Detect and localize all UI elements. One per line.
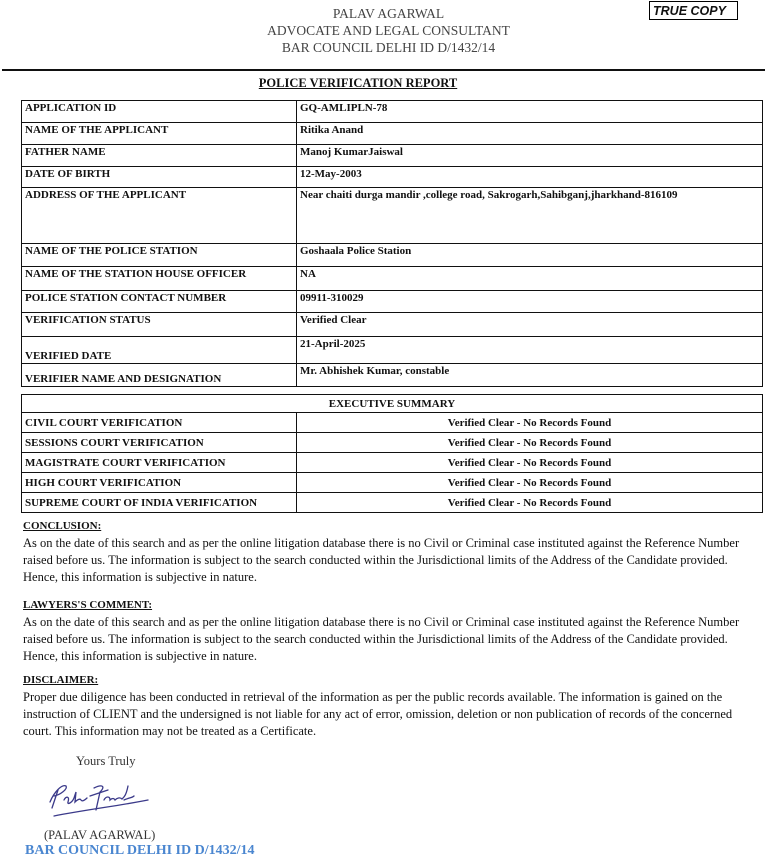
table-row <box>22 123 763 145</box>
table-row <box>22 413 763 433</box>
court-status: Verified Clear - No Records Found <box>297 493 763 513</box>
table-row <box>22 188 763 244</box>
court-label: CIVIL COURT VERIFICATION <box>22 413 297 433</box>
field-label: VERIFIER NAME AND DESIGNATION <box>22 364 297 387</box>
table-row <box>22 337 763 364</box>
court-label: MAGISTRATE COURT VERIFICATION <box>22 453 297 473</box>
court-status: Verified Clear - No Records Found <box>297 433 763 453</box>
executive-summary-table <box>21 394 763 513</box>
footer-bar-council-id: BAR COUNCIL DELHI ID D/1432/14 <box>25 843 255 858</box>
signature-image <box>44 778 156 820</box>
advocate-name: PALAV AGARWAL <box>332 6 445 21</box>
bar-council-id: BAR COUNCIL DELHI ID D/1432/14 <box>281 40 496 55</box>
disclaimer-section <box>23 672 758 740</box>
table-row <box>22 433 763 453</box>
table-row <box>22 267 763 291</box>
field-value: Manoj KumarJaiswal <box>297 145 763 167</box>
field-label: APPLICATION ID <box>22 101 297 123</box>
field-label: VERIFIED DATE <box>22 337 297 364</box>
field-value: 09911-310029 <box>297 291 763 313</box>
header-divider <box>2 69 765 71</box>
court-status: Verified Clear - No Records Found <box>297 453 763 473</box>
court-label: SESSIONS COURT VERIFICATION <box>22 433 297 453</box>
summary-header-row <box>22 395 763 413</box>
table-row <box>22 291 763 313</box>
court-status: Verified Clear - No Records Found <box>297 473 763 493</box>
conclusion-section <box>23 518 758 586</box>
table-row <box>22 453 763 473</box>
field-label: VERIFICATION STATUS <box>22 313 297 337</box>
field-value: 21-April-2025 <box>297 337 763 364</box>
table-row <box>22 145 763 167</box>
table-row <box>22 364 763 387</box>
lawyer-comment-section <box>23 597 758 665</box>
table-row <box>22 473 763 493</box>
signatory-name: (PALAV AGARWAL) <box>44 828 156 842</box>
field-label: NAME OF THE STATION HOUSE OFFICER <box>22 267 297 291</box>
court-status: Verified Clear - No Records Found <box>297 413 763 433</box>
field-value: Ritika Anand <box>297 123 763 145</box>
field-label: NAME OF THE APPLICANT <box>22 123 297 145</box>
field-label: FATHER NAME <box>22 145 297 167</box>
court-label: HIGH COURT VERIFICATION <box>22 473 297 493</box>
table-row <box>22 313 763 337</box>
lawyer-comment-heading: LAWYERS'S COMMENT: <box>23 599 153 611</box>
conclusion-heading: CONCLUSION: <box>23 520 102 532</box>
field-value: Verified Clear <box>297 313 763 337</box>
closing: Yours Truly <box>76 754 136 768</box>
table-row <box>22 101 763 123</box>
field-label: POLICE STATION CONTACT NUMBER <box>22 291 297 313</box>
court-label: SUPREME COURT OF INDIA VERIFICATION <box>22 493 297 513</box>
summary-heading: EXECUTIVE SUMMARY <box>22 395 763 413</box>
disclaimer-text: Proper due diligence has been conducted in retrieval of the information as per the public records available. The information is gained on the instruction of CLIENT and the undersigned is not liable for any act of error, omission, deletion or non publication of records of the concerned court. This information may not be treated as a Certificate. <box>23 690 733 738</box>
conclusion-text: As on the date of this search and as per the online litigation database there is no Civil or Criminal case instituted against the Reference Number raised before us. The information is subject to the search conducted within the Jurisdictional limits of the Address of the Candidate provided. Hence, this information is subjective in nature. <box>23 536 740 584</box>
field-value: Mr. Abhishek Kumar, constable <box>297 364 763 387</box>
report-title: POLICE VERIFICATION REPORT <box>258 76 458 90</box>
field-label: ADDRESS OF THE APPLICANT <box>22 188 297 244</box>
field-label: NAME OF THE POLICE STATION <box>22 244 297 267</box>
advocate-designation: ADVOCATE AND LEGAL CONSULTANT <box>267 23 510 38</box>
true-copy-stamp: TRUE COPY <box>649 1 738 20</box>
lawyer-comment-text: As on the date of this search and as per the online litigation database there is no Civil or Criminal case instituted against the Reference Number raised before us. The information is subject to the search conducted within the Jurisdictional limits of the Address of the Candidate provided. Hence, this information is subjective in nature. <box>23 615 740 663</box>
field-value: Goshaala Police Station <box>297 244 763 267</box>
field-value: Near chaiti durga mandir ,college road, Sakrogarh,Sahibganj,jharkhand-816109 <box>297 188 763 244</box>
field-value: NA <box>297 267 763 291</box>
table-row <box>22 493 763 513</box>
disclaimer-heading: DISCLAIMER: <box>23 674 99 686</box>
field-label: DATE OF BIRTH <box>22 167 297 188</box>
table-row <box>22 244 763 267</box>
table-row <box>22 167 763 188</box>
details-table <box>21 100 763 387</box>
field-value: GQ-AMLIPLN-78 <box>297 101 763 123</box>
field-value: 12-May-2003 <box>297 167 763 188</box>
